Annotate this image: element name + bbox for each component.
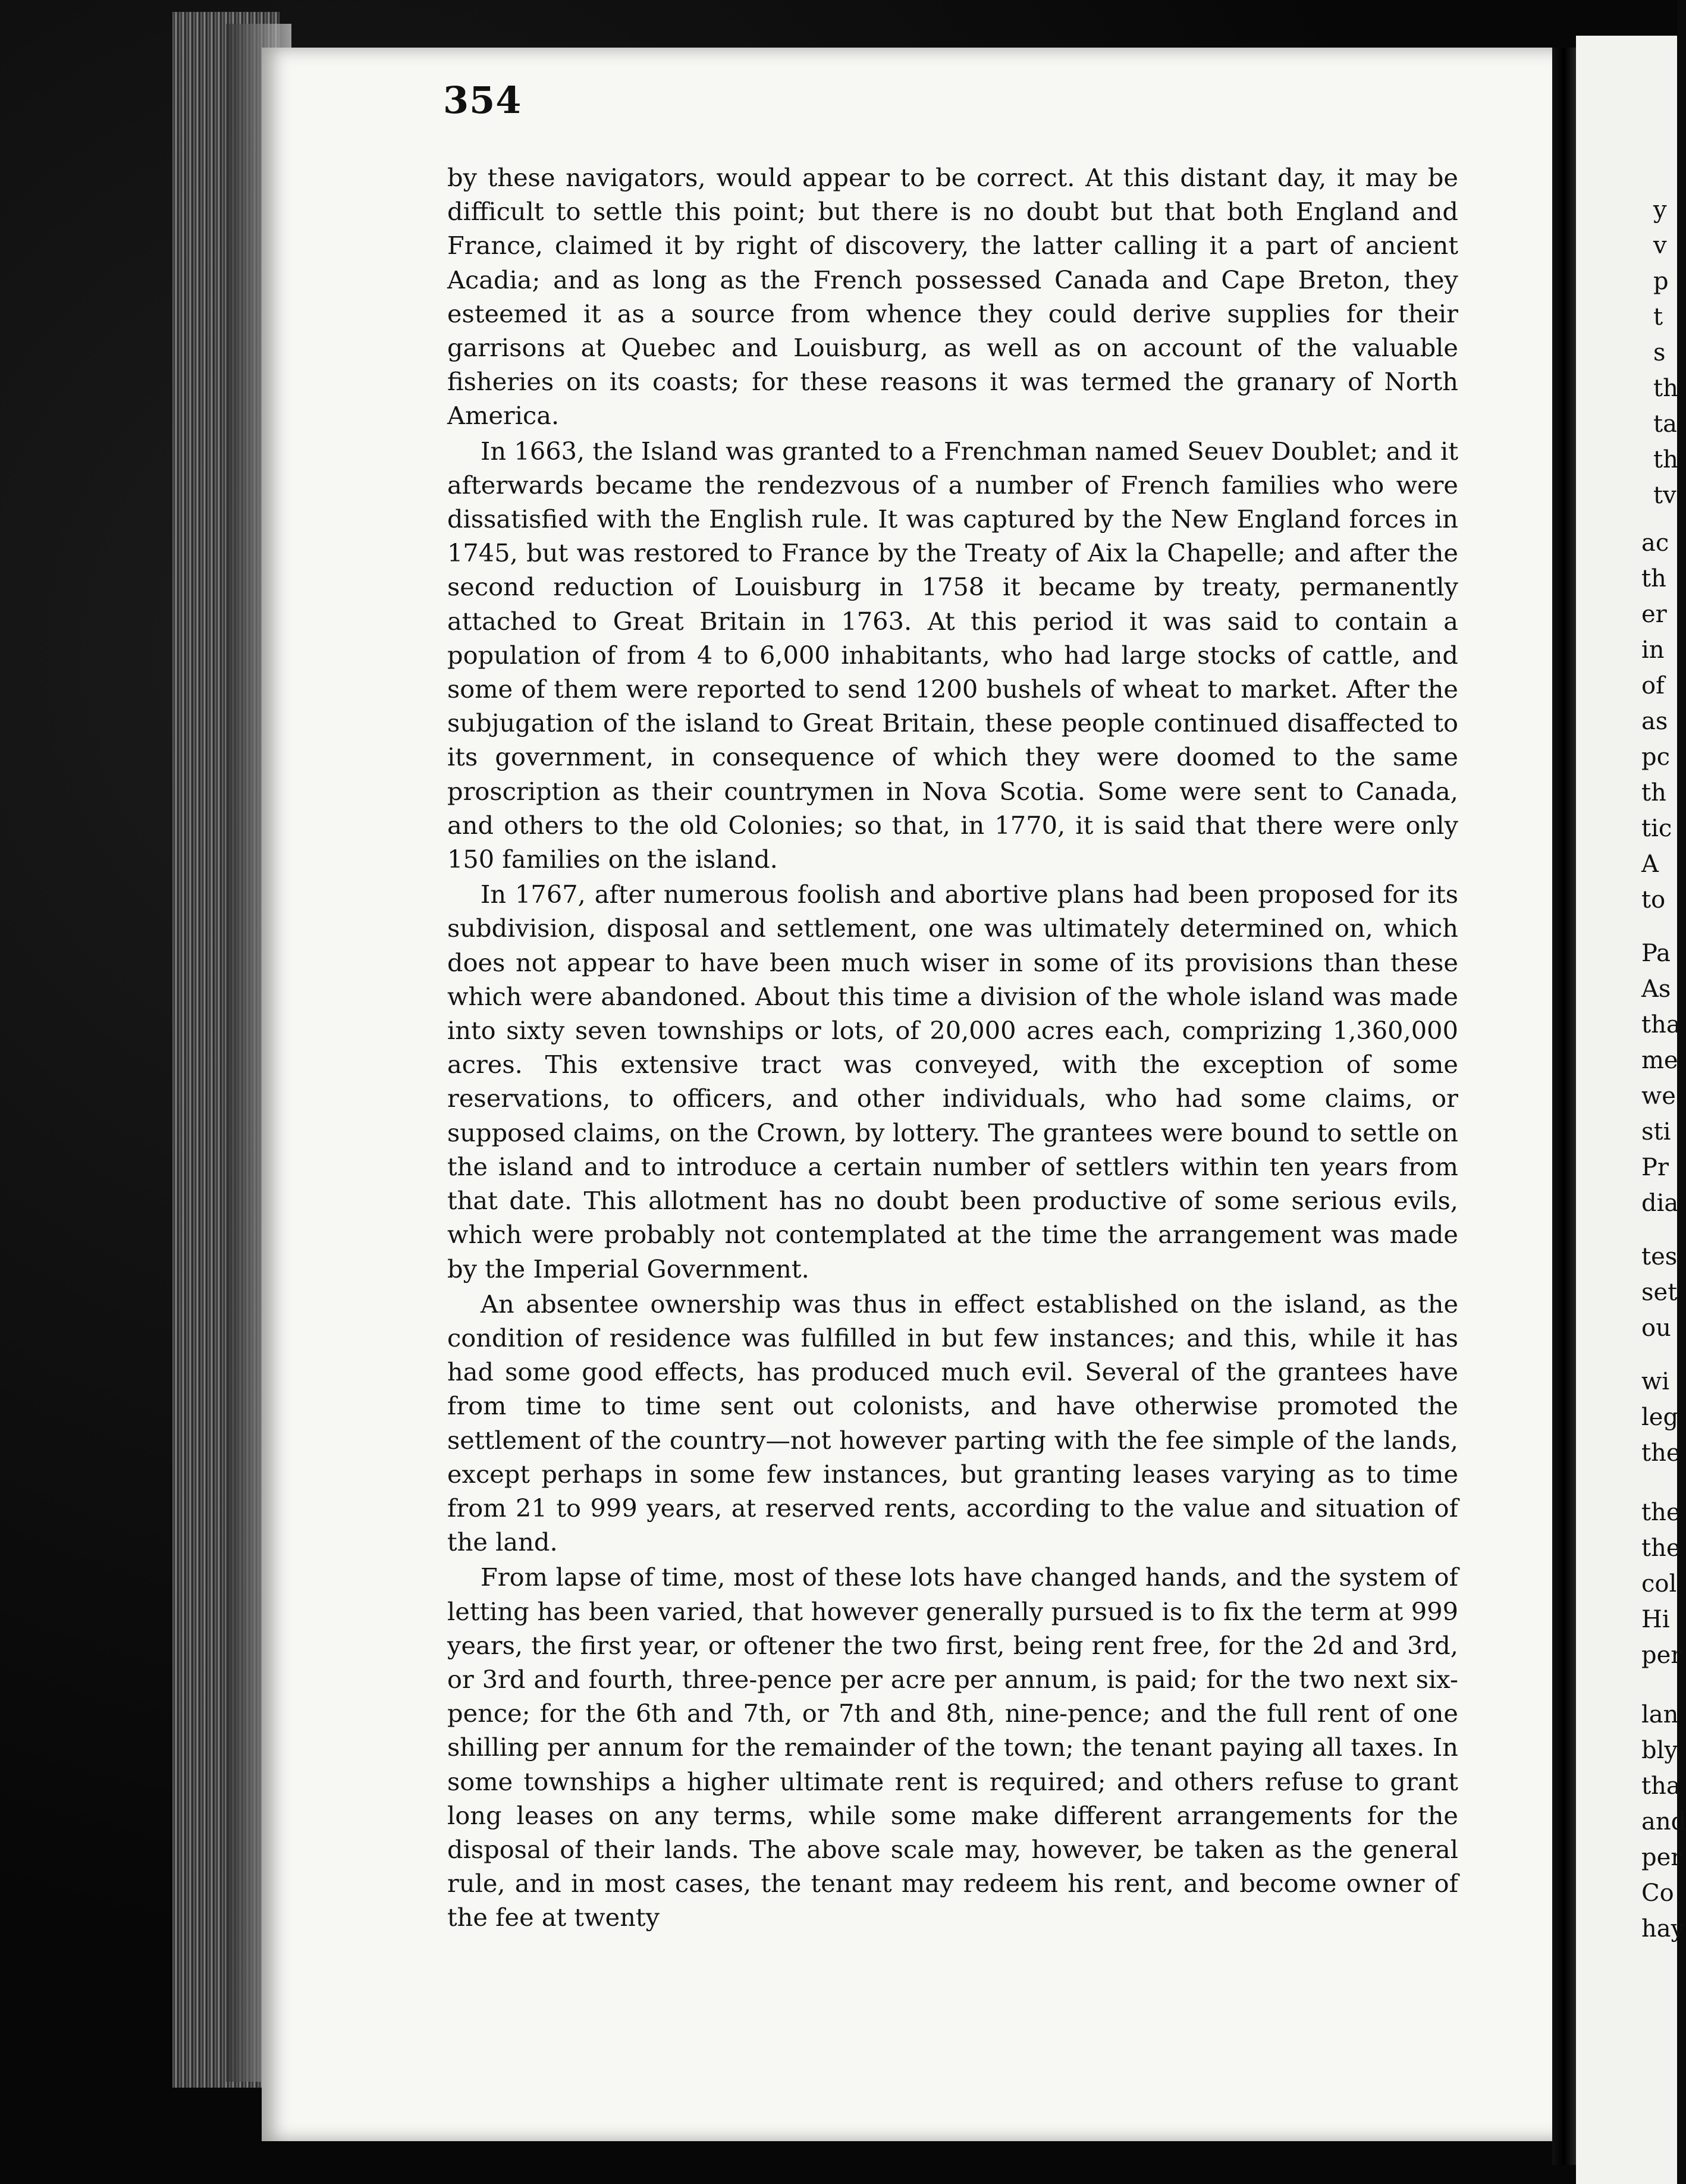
facing-page-fragment: to [1641, 886, 1666, 914]
facing-page-fragment: leg [1641, 1404, 1679, 1431]
facing-page-fragment: per [1641, 1642, 1682, 1669]
paragraph-3: In 1767, after numerous foolish and abortive plans had been proposed for its subdivision, disposal and settlement, one was ultimately determined on, which does not appear to have been much wiser in some of its provisions than these which were abandoned. About this time a division of the whole island was made into sixty seven townships or lots, of 20,000 acres each, comprizing 1,360,000 acres. This extensive tract was conveyed, with the exception of some reservations, to officers, and other individuals, who had some claims, or supposed claims, on the Crown, by lottery. The grantees were bound to settle on the island and to introduce a certain number of settlers within ten years from that date. This allotment has no doubt been productive of some serious evils, which were probably not contemplated at the time the arrangement was made by the Imperial Government. [447, 880, 1458, 1284]
facing-page-fragment: and [1641, 1808, 1686, 1835]
book-gutter [1552, 48, 1576, 2165]
facing-page-fragment: the [1641, 1439, 1681, 1467]
facing-page-fragment: sti [1641, 1118, 1671, 1146]
facing-page-fragment: y [1653, 196, 1667, 224]
facing-page-fragment: tes [1641, 1243, 1678, 1270]
facing-page-fragment: ac [1641, 529, 1669, 557]
facing-page-fragment: A [1641, 851, 1659, 878]
facing-page-fragment: er [1641, 601, 1667, 628]
facing-page-fragment: dia [1641, 1190, 1679, 1217]
facing-page-fragment: p [1653, 268, 1669, 295]
facing-page-fragment: Hi [1641, 1606, 1670, 1633]
facing-page-fragment: Pr [1641, 1154, 1669, 1181]
facing-page-fragment: me [1641, 1047, 1678, 1074]
facing-page-fragment: v [1653, 232, 1667, 259]
facing-page-fragment: lan [1641, 1701, 1679, 1728]
facing-page-fragment: th [1641, 565, 1666, 592]
facing-page-fragment: t [1653, 303, 1663, 331]
facing-page-fragment: tha [1641, 1772, 1681, 1800]
facing-page-fragment: hay [1641, 1915, 1685, 1943]
facing-page-fragment: we [1641, 1082, 1676, 1110]
facing-page-fragment: th [1653, 446, 1678, 473]
facing-page-fragment: wi [1641, 1368, 1670, 1395]
facing-page-fragment: tha [1641, 1011, 1681, 1038]
facing-page-fragment: s [1653, 339, 1666, 366]
facing-page-fragment: set [1641, 1279, 1678, 1306]
facing-page-fragment: as [1641, 708, 1668, 735]
facing-page-fragment: bly [1641, 1737, 1678, 1764]
facing-page-fragment: Co [1641, 1879, 1674, 1907]
facing-page-fragment: of [1641, 672, 1665, 699]
body-text [447, 161, 1458, 1936]
facing-page-fragment: Pa [1641, 940, 1671, 967]
facing-page-fragment: As [1641, 975, 1671, 1003]
facing-page-fragment: tic [1641, 815, 1672, 842]
facing-page-fragment: in [1641, 636, 1665, 664]
paragraph-1: by these navigators, would appear to be correct. At this distant day, it may be difficult to settle this point; but there is no doubt but that both England and France, claimed it by right of discovery, the latter calling it a part of ancient Acadia; and as long as the French possessed Canada and Cape Breton, they esteemed it as a source from whence they could derive supplies for their garrisons at Quebec and Louisburg, as well as on account of the valuable fisheries on its coasts; for these reasons it was termed the granary of North America. [447, 163, 1458, 431]
page-number: 354 [443, 79, 522, 122]
facing-page-fragment: th [1653, 375, 1678, 402]
paragraph-5: From lapse of time, most of these lots have changed hands, and the system of letting has been varied, that however generally pursued is to fix the term at 999 years, the first year, or oftener the two first, being rent free, for the 2d and 3rd, or 3rd and fourth, three-pence per acre per annum, is paid; for the two next six-pence; for the 6th and 7th, or 7th and 8th, nine-pence; and the full rent of one shilling per annum for the remainder of the town; the tenant paying all taxes. In some townships a higher ultimate rent is required; and others refuse to grant long leases on any terms, while some make different arrangements for the disposal of their lands. The above scale may, however, be taken as the general rule, and in most cases, the tenant may redeem his rent, and become owner of the fee at twenty [447, 1562, 1458, 1932]
facing-page-fragment: ou [1641, 1314, 1671, 1342]
paragraph-4: An absentee ownership was thus in effect established on the island, as the condition of residence was fulfilled in but few instances; and this, while it has had some good effects, has produced much evil. Several of the grantees have from time to time sent out colonists, and have otherwise promoted the settlement of the country—not however parting with the fee simple of the lands, except perhaps in some few instances, but granting leases varying as to time from 21 to 999 years, at reserved rents, according to the value and situation of the land. [447, 1289, 1458, 1557]
facing-page-fragment: th [1641, 779, 1666, 807]
facing-page-fragment: the [1641, 1499, 1681, 1526]
paragraph-2: In 1663, the Island was granted to a Frenchman named Seuev Doublet; and it afterwards became the rendezvous of a number of French families who were dissatisfied with the English rule. It was captured by the New England forces in 1745, but was restored to France by the Treaty of Aix la Chapelle; and after the second reduction of Louisburg in 1758 it became by treaty, permanently attached to Great Britain in 1763. At this period it was said to contain a population of from 4 to 6,000 inhabitants, who had large stocks of cattle, and some of them were reported to send 1200 bushels of wheat to market. After the subjugation of the island to Great Britain, these people continued disaffected to its government, in consequence of which they were doomed to the same proscription as their countrymen in Nova Scotia. Some were sent to Canada, and others to the old Colonies; so that, in 1770, it is said that there were only 150 families on the island. [447, 436, 1458, 874]
facing-page-fragment: col [1641, 1570, 1677, 1598]
facing-page-fragment: ta [1653, 410, 1677, 438]
facing-page-fragment: per [1641, 1844, 1682, 1871]
facing-page-fragment: the [1641, 1535, 1681, 1562]
facing-page-fragment: tv [1653, 482, 1676, 509]
facing-page [1576, 36, 1686, 2184]
facing-page-fragment: pc [1641, 743, 1671, 771]
